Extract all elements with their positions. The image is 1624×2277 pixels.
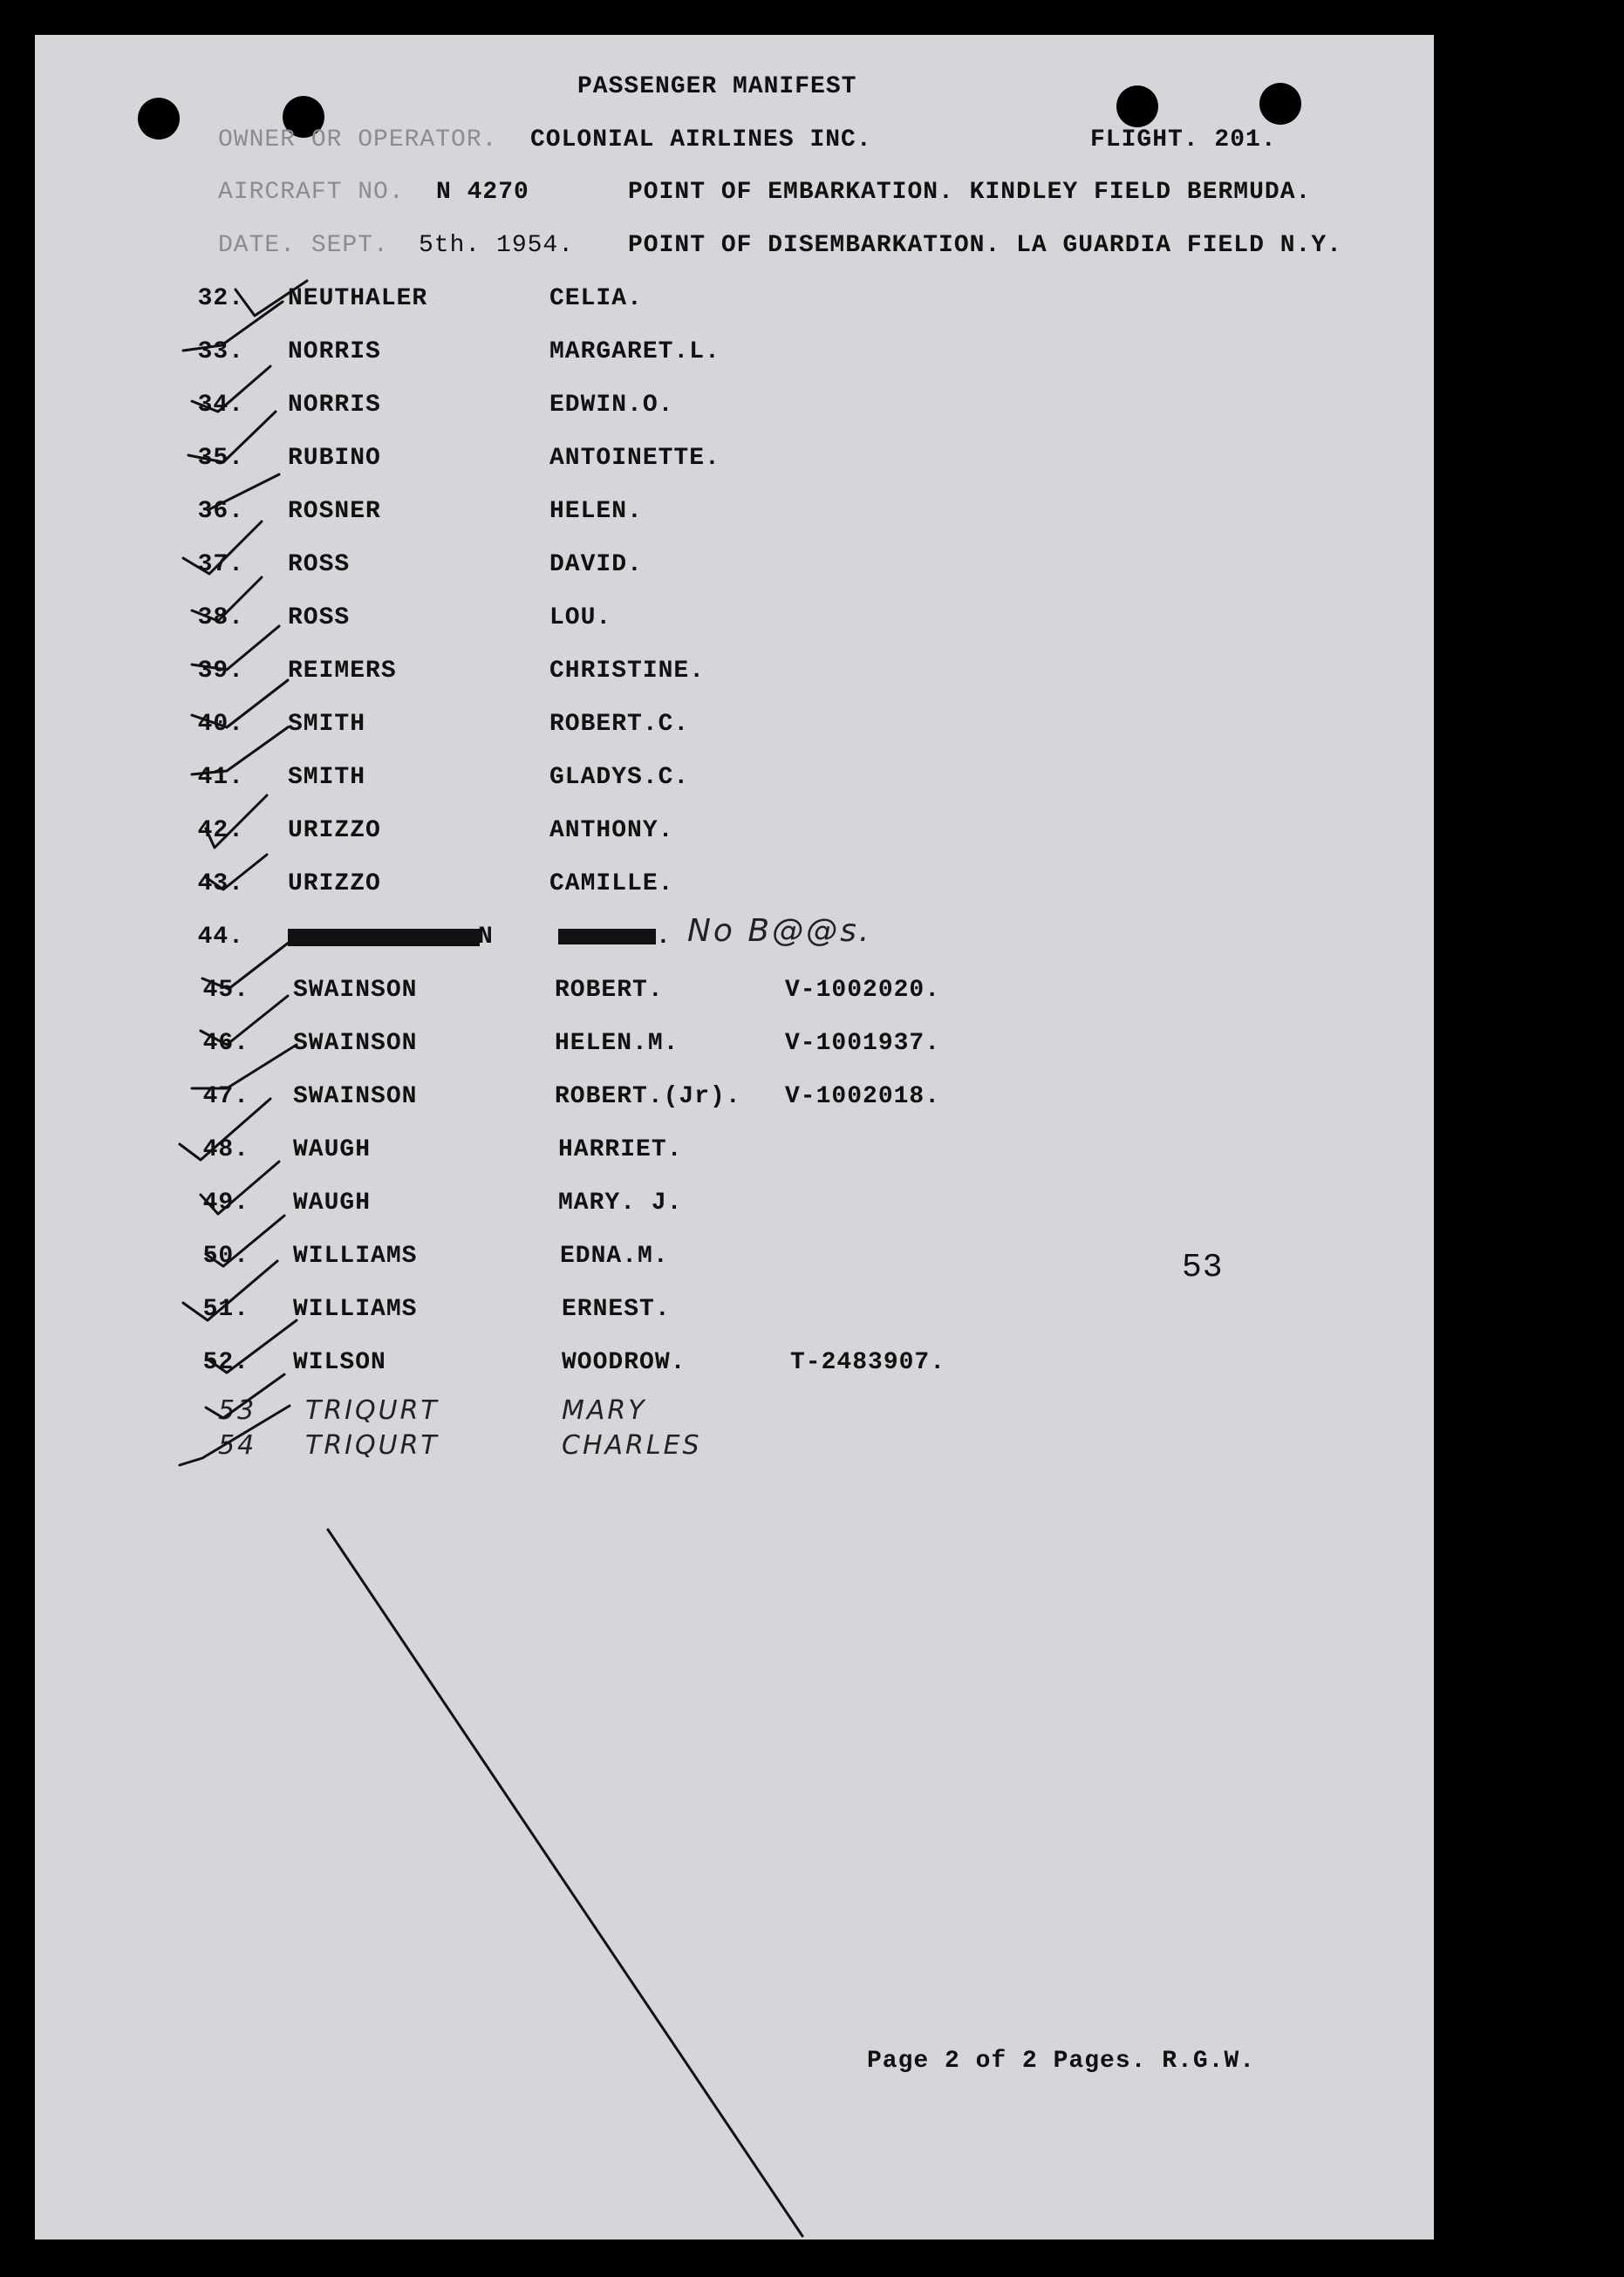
passenger-given-name: EDWIN.O. (549, 392, 674, 419)
passenger-given-name: ROBERT. (555, 977, 664, 1004)
check-mark (209, 474, 279, 509)
passenger-surname: WAUGH (293, 1190, 372, 1217)
passenger-given-name: CHRISTINE. (549, 658, 706, 685)
manifest-title: PASSENGER MANIFEST (577, 73, 857, 100)
row-number: 38. (197, 604, 244, 631)
row-number: 37. (197, 551, 244, 578)
row-number: 45. (202, 977, 249, 1004)
row-number: 33. (197, 338, 244, 365)
row-number: 41. (197, 764, 244, 791)
flight-number: FLIGHT. 201. (1090, 126, 1277, 153)
page-stamp-number: 53 (1182, 1249, 1224, 1286)
check-mark (201, 1162, 279, 1214)
row-number: 44. (197, 924, 244, 951)
passenger-surname: URIZZO (288, 817, 381, 844)
passenger-given-name: CHARLES (562, 1430, 702, 1461)
row-number: 51. (202, 1296, 249, 1323)
date-label: DATE. SEPT. (218, 232, 389, 259)
passenger-given-name: HELEN. (549, 498, 643, 525)
check-mark (192, 366, 270, 412)
passenger-surname: SWAINSON (293, 977, 418, 1004)
check-mark (206, 1374, 284, 1418)
row-number: 36. (197, 498, 244, 525)
passenger-document: V-1002018. (785, 1083, 941, 1110)
passenger-given-name: EDNA.M. (560, 1243, 669, 1270)
row-number: 42. (197, 817, 244, 844)
passenger-document: V-1002020. (785, 977, 941, 1004)
passenger-given-name: MARY. J. (558, 1190, 683, 1217)
check-mark (206, 855, 267, 890)
aircraft-number: N 4270 (436, 179, 529, 206)
passenger-given-name: MARY (562, 1395, 647, 1426)
passenger-surname: ROSS (288, 604, 351, 631)
embarkation-point: POINT OF EMBARKATION. KINDLEY FIELD BERMUDA. (628, 179, 1312, 206)
passenger-surname: ROSS (288, 551, 351, 578)
passenger-given-name: ROBERT.C. (549, 711, 690, 738)
row-number: 50. (202, 1243, 249, 1270)
cancel-diagonal (328, 1530, 802, 2236)
passenger-surname: NORRIS (288, 338, 381, 365)
passenger-surname: RUBINO (288, 445, 381, 472)
check-mark (180, 1099, 270, 1160)
check-mark (206, 1216, 284, 1266)
passenger-given-name: ANTOINETTE. (549, 445, 720, 472)
passenger-surname: WILSON (293, 1349, 386, 1376)
row-number: 49. (202, 1190, 249, 1217)
row-number: 39. (197, 658, 244, 685)
check-mark (183, 1261, 277, 1320)
check-mark (180, 1406, 290, 1465)
row-number: 40. (197, 711, 244, 738)
passenger-given-name: ERNEST. (562, 1296, 671, 1323)
passenger-surname: NORRIS (288, 392, 381, 419)
check-mark (192, 727, 288, 774)
row-number: 47. (202, 1083, 249, 1110)
passenger-surname: TRIQURT (305, 1430, 440, 1461)
passenger-surname: WAUGH (293, 1136, 372, 1163)
check-mark (192, 680, 288, 727)
passenger-surname: N (478, 924, 494, 951)
row-number: 48. (202, 1136, 249, 1163)
disembarkation-point: POINT OF DISEMBARKATION. LA GUARDIA FIELD N.Y. (628, 232, 1342, 259)
passenger-surname: WILLIAMS (293, 1296, 418, 1323)
passenger-document: V-1001937. (785, 1030, 941, 1057)
passenger-given-name: ROBERT.(Jr). (555, 1083, 741, 1110)
passenger-surname: SWAINSON (293, 1030, 418, 1057)
check-mark (206, 795, 267, 848)
passenger-given-name: LOU. (549, 604, 612, 631)
row-number: 32. (197, 285, 244, 312)
row-number: 46. (202, 1030, 249, 1057)
check-mark (183, 302, 283, 351)
row-number: 52. (202, 1349, 249, 1376)
operator-label: OWNER OR OPERATOR. (218, 126, 498, 153)
handwritten-marks (35, 35, 1434, 2240)
check-mark (192, 577, 262, 621)
passenger-given-name: ANTHONY. (549, 817, 674, 844)
check-mark (192, 1045, 297, 1088)
page-footer: Page 2 of 2 Pages. R.G.W. (867, 2048, 1256, 2075)
check-mark (209, 1320, 297, 1373)
check-mark (188, 412, 276, 462)
manifest-date: 5th. 1954. (419, 232, 575, 259)
row-number: 34. (197, 392, 244, 419)
passenger-document: T-2483907. (790, 1349, 946, 1376)
row-number: 35. (197, 445, 244, 472)
aircraft-label: AIRCRAFT NO. (218, 179, 405, 206)
manifest-page (35, 35, 1434, 2240)
passenger-given-name: MARGARET.L. (549, 338, 720, 365)
check-mark (201, 996, 288, 1045)
passenger-given-name: DAVID. (549, 551, 643, 578)
passenger-surname: SMITH (288, 764, 366, 791)
operator-name: COLONIAL AIRLINES INC. (530, 126, 872, 153)
row-number: 43. (197, 870, 244, 897)
passenger-given-name: CAMILLE. (549, 870, 674, 897)
no-show-note: No B@@s. (687, 913, 872, 949)
passenger-surname: SWAINSON (293, 1083, 418, 1110)
check-mark (192, 626, 279, 670)
row-number: 54 (218, 1430, 257, 1461)
passenger-surname: REIMERS (288, 658, 397, 685)
passenger-given-name: HELEN.M. (555, 1030, 679, 1057)
passenger-surname: TRIQURT (305, 1395, 440, 1426)
passenger-surname: URIZZO (288, 870, 381, 897)
passenger-given-name: . (656, 924, 672, 951)
passenger-surname: ROSNER (288, 498, 381, 525)
check-mark (183, 522, 262, 574)
passenger-given-name: HARRIET. (558, 1136, 683, 1163)
passenger-surname: WILLIAMS (293, 1243, 418, 1270)
passenger-given-name: CELIA. (549, 285, 643, 312)
passenger-surname: SMITH (288, 711, 366, 738)
passenger-given-name: WOODROW. (562, 1349, 686, 1376)
passenger-surname: NEUTHALER (288, 285, 428, 312)
row-number: 53 (218, 1395, 257, 1426)
passenger-given-name: GLADYS.C. (549, 764, 690, 791)
check-mark (202, 942, 290, 989)
